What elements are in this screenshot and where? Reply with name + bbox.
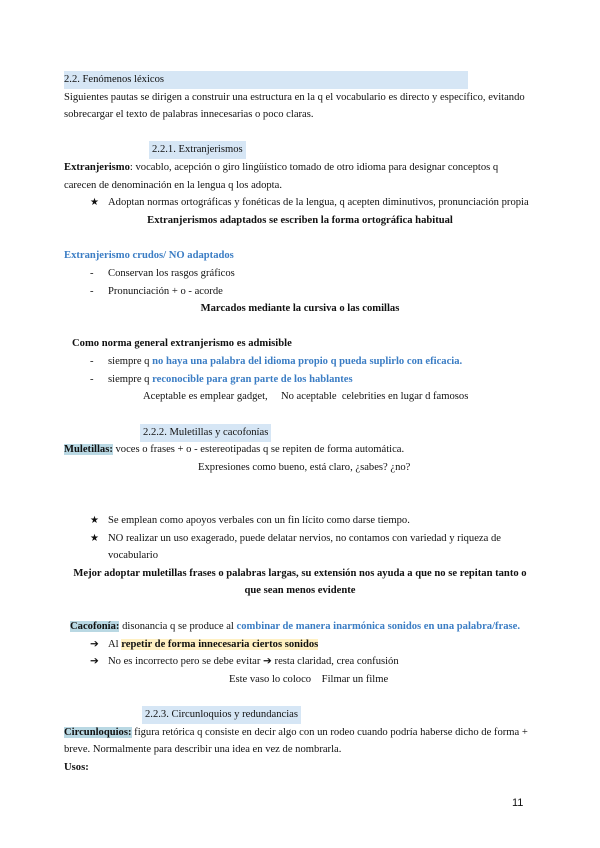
crudos-heading: Extranjerismo crudos/ NO adaptados [64,250,234,261]
black-star-icon: ★ [90,197,99,208]
bullet-continuation: vocabulario [108,550,159,561]
cacofonia-example: Este vaso lo coloco Filmar un filme [229,674,389,685]
section-2-2-2-heading: 2.2.2. Muletillas y cacofonías [140,424,271,442]
list-item: - siempre q no haya una palabra del idioma propio q pueda suplirlo con eficacia. [90,353,462,371]
rule-muletillas-line-2: que sean menos evidente [244,585,356,596]
muletillas-term: Muletillas: [64,444,113,455]
intro-line-1: Siguientes pautas se dirigen a construir una estructura en la q el vocabulario es directo y específico, evitando [64,92,525,103]
norma-heading: Como norma general extranjerismo es admisible [72,338,292,349]
bullet-item: ★ Se emplean como apoyos verbales con un fin lícito como darse tiempo. [90,512,410,530]
circunloquios-term: Circunloquios: [64,727,132,738]
circunloquios-definition-line-1: Circunloquios: figura retórica q consiste en decir algo con un rodeo cuando podría haberse dicho de forma + [64,727,528,738]
intro-line-2: sobrecargar el texto de palabras innecesarias o poco claras. [64,109,314,120]
muletillas-definition: Muletillas: voces o frases + o - estereotipadas q se repiten de forma automática. [64,444,405,455]
black-star-icon: ★ [90,515,99,526]
extranjerismo-term: Extranjerismo [64,162,130,173]
bullet-item: ★ NO realizar un uso exagerado, puede delatar nervios, no contamos con variedad y riqueza de [90,530,501,548]
rule-muletillas-line-1: Mejor adoptar muletillas frases o palabras largas, su extensión nos ayuda a que no se repitan tanto o [73,568,527,579]
arrow-item: ➔ Al repetir de forma innecesaria ciertos sonidos [90,636,318,654]
list-item: - Conservan los rasgos gráficos [90,265,235,283]
dash-marker: - [90,286,94,297]
muletillas-example: Expresiones como bueno, está claro, ¿sabes? ¿no? [198,462,411,473]
extranjerismo-example: Aceptable es emplear gadget, No aceptable celebrities en lugar d famosos [143,391,469,402]
page-number: 11 [512,797,524,809]
arrow-item: ➔ No es incorrecto pero se debe evitar ➔ resta claridad, crea confusión [90,653,399,671]
dash-marker: - [90,374,94,385]
rule-marcados: Marcados mediante la cursiva o las comillas [200,303,400,314]
dash-marker: - [90,268,94,279]
bullet-item: ★ Adoptan normas ortográficas y fonéticas de la lengua, q acepten diminutivos, pronunciación propia [90,194,529,212]
usos-label: Usos: [64,762,89,773]
black-star-icon: ★ [90,533,99,544]
extranjerismo-definition-line-2: carecen de denominación en la lengua q los adopta. [64,180,282,191]
right-arrow-icon: ➔ [90,639,99,650]
cacofonia-term: Cacofonía: [70,621,120,632]
list-item: - siempre q reconocible para gran parte de los hablantes [90,371,353,389]
rule-adaptados: Extranjerismos adaptados se escriben la forma ortográfica habitual [147,215,453,226]
section-2-2-1-heading: 2.2.1. Extranjerismos [149,141,246,159]
section-2-2-heading: 2.2. Fenómenos léxicos [64,71,468,89]
circunloquios-definition-line-2: breve. Normalmente para describir una idea en vez de nombrarla. [64,744,342,755]
dash-marker: - [90,356,94,367]
right-arrow-icon: ➔ [90,656,99,667]
cacofonia-definition: Cacofonía: disonancia q se produce al combinar de manera inarmónica sonidos en una palabra/frase. [70,621,521,632]
extranjerismo-definition-line-1: Extranjerismo: vocablo, acepción o giro lingüístico tomado de otro idioma para designar conceptos q [64,162,499,173]
section-2-2-3-heading: 2.2.3. Circunloquios y redundancias [142,706,301,724]
list-item: - Pronunciación + o - acorde [90,283,223,301]
